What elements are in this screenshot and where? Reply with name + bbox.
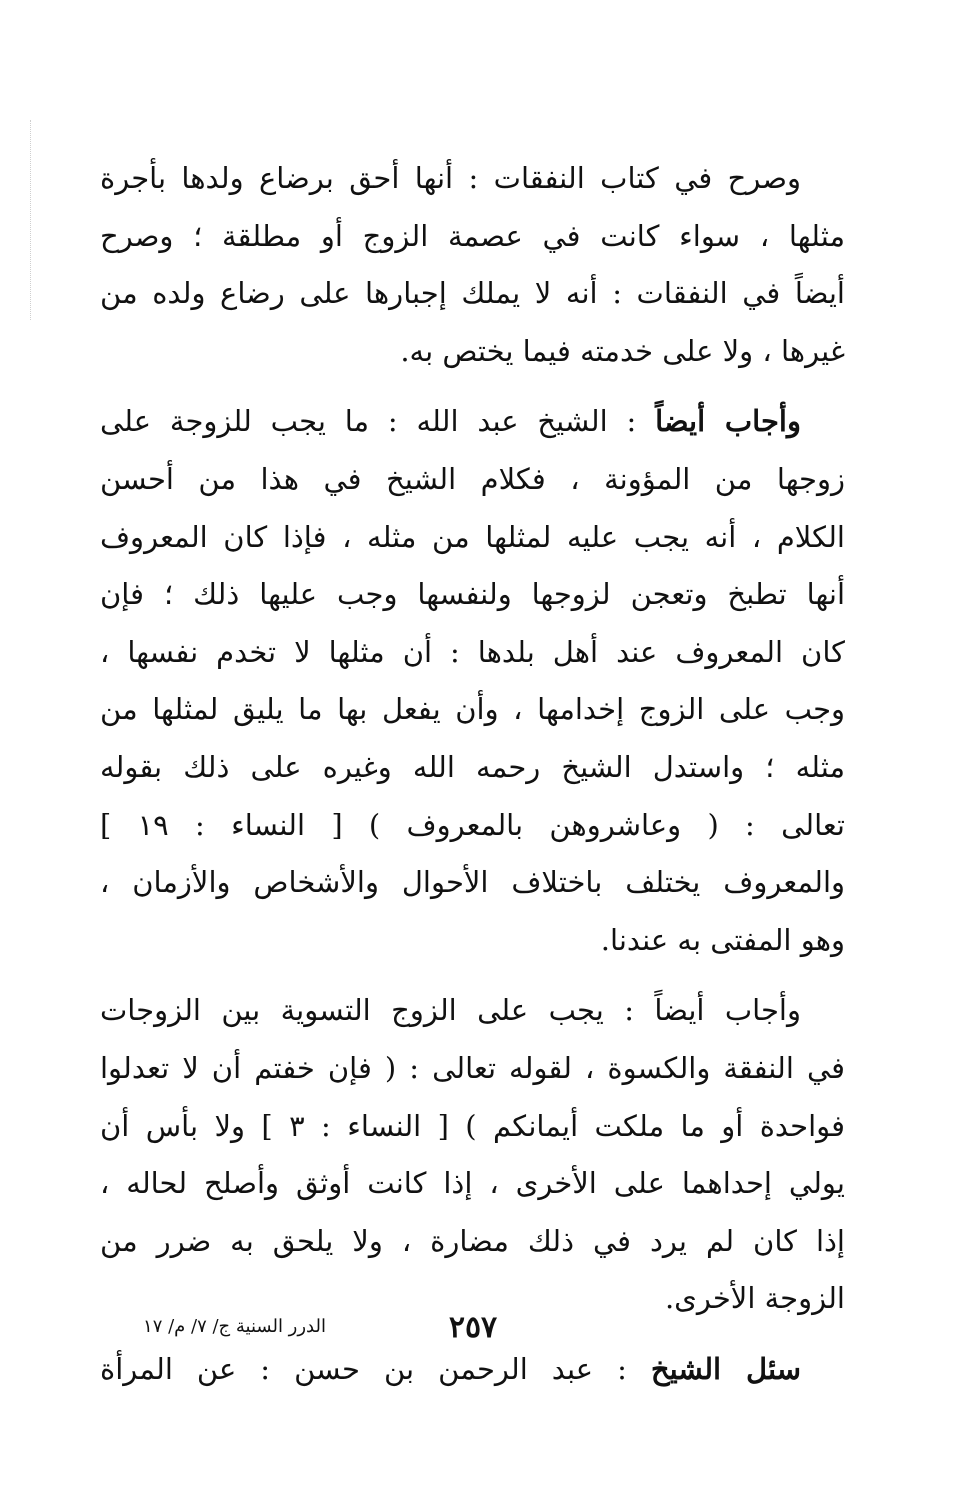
text-line: وصرح في كتاب النفقات : أنها أحق برضاع ولدها بأجرة [100, 161, 801, 195]
text-line: إذا كان لم يرد في ذلك مضارة ، ولا يلحق به ضرر من [100, 1223, 845, 1258]
text-line: كان المعروف عند أهل بلدها : أن مثلها لا تخدم نفسها ، [100, 634, 845, 669]
text-line: غيرها ، ولا على خدمته فيما يختص به. [400, 333, 845, 368]
text-line-with-lead [100, 1341, 845, 1399]
paragraph-4 [100, 1341, 845, 1399]
text-line: : الشيخ عبد الله : ما يجب للزوجة على [100, 404, 656, 439]
text-line: أيضاً في النفقات : أنه لا يملك إجبارها على رضاع ولده من [100, 276, 845, 311]
text-line: في النفقة والكسوة ، لقوله تعالى : ( فإن خفتم أن لا تعدلوا [100, 1050, 845, 1085]
text-line: مثله ؛ واستدل الشيخ رحمه الله وغيره على ذلك بقوله [100, 749, 845, 784]
paragraph-2 [100, 393, 845, 969]
text-line-with-lead [100, 393, 845, 451]
paragraph-3 [100, 982, 845, 1328]
page-number: ٢٥٧ [448, 1310, 498, 1345]
text-line: والمعروف يختلف باختلاف الأحوال والأشخاص والأزمان ، [100, 865, 845, 900]
text-line: مثلها ، سواء كانت في عصمة الزوج أو مطلقة ؛ وصرح [100, 218, 845, 253]
text-line: : عبد الرحمن بن حسن : عن المرأة [100, 1351, 651, 1386]
paragraph-1 [100, 150, 845, 380]
text-line: الزوجة الأخرى. [664, 1281, 845, 1316]
text-line: فواحدة أو ما ملكت أيمانكم ) [ النساء : ٣ ] ولا بأس أن [100, 1108, 845, 1143]
margin-scan-artifact [30, 120, 33, 320]
text-line: أنها تطبخ وتعجن لزوجها ولنفسها وجب عليها ذلك ؛ فإن [100, 577, 845, 612]
lead-phrase: سئل الشيخ [650, 1351, 801, 1386]
text-line: الكلام ، أنه يجب عليه لمثلها من مثله ، فإذا كان المعروف [100, 519, 845, 554]
lead-phrase: وأجاب أيضاً [655, 404, 801, 439]
body-text [100, 150, 845, 1411]
text-line: وأجاب أيضاً : يجب على الزوج التسوية بين الزوجات [100, 993, 801, 1028]
text-line: زوجها من المؤونة ، فكلام الشيخ في هذا من أحسن [100, 461, 845, 496]
text-line: يولي إحداهما على الأخرى ، إذا كانت أوثق وأصلح لحاله ، [100, 1166, 845, 1201]
text-line: تعالى : ( وعاشروهن بالمعروف ) [ النساء : ١٩ ] [100, 807, 845, 842]
book-reference: الدرر السنية ج/ ٧/ م/ ١٧ [143, 1316, 326, 1337]
text-line: وجب على الزوج إخدامها ، وأن يفعل بها ما يليق لمثلها من [100, 692, 845, 727]
text-line: وهو المفتى به عندنا. [600, 922, 845, 957]
